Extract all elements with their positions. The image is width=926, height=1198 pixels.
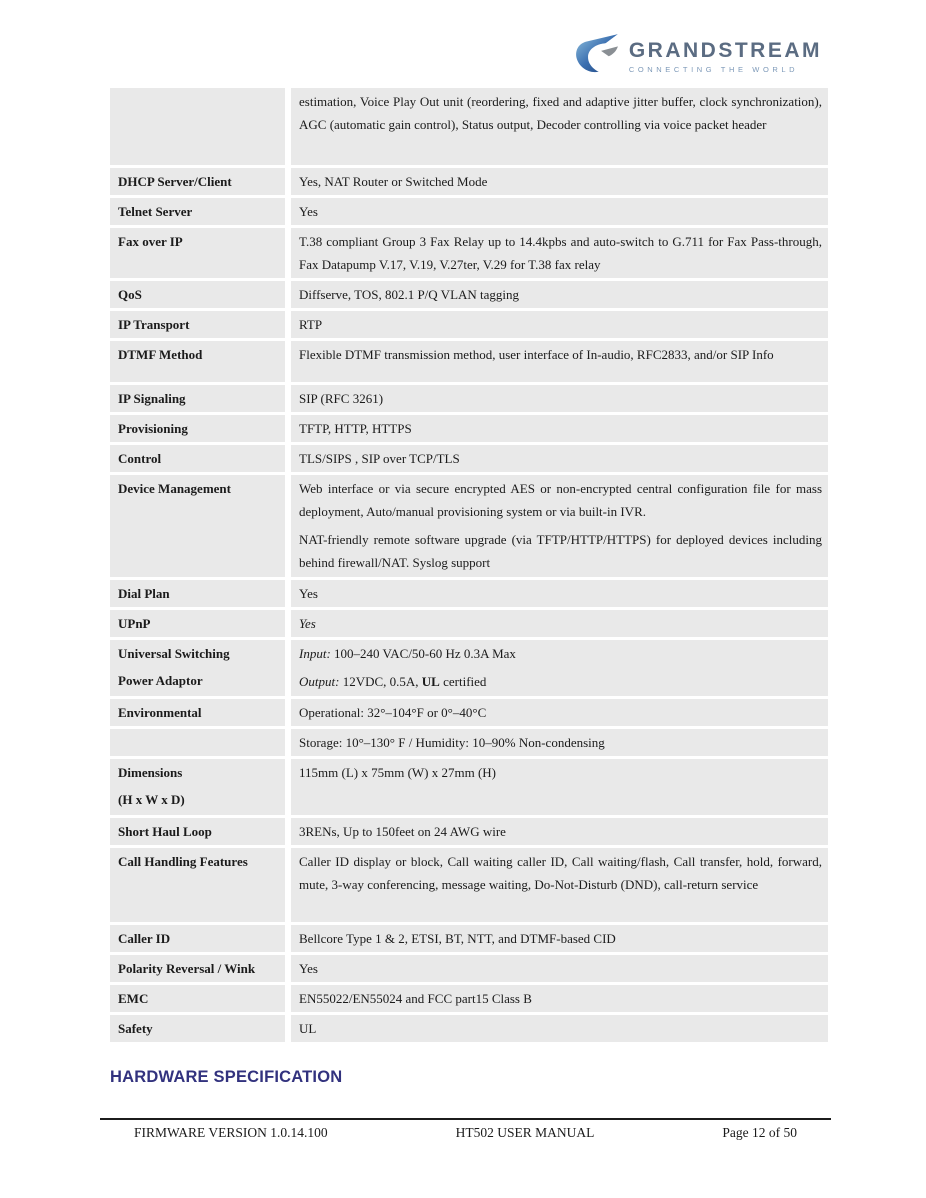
page-footer	[100, 1118, 831, 1141]
spec-value	[291, 699, 828, 726]
spec-value-paragraph: EN55022/EN55024 and FCC part15 Class B	[299, 991, 532, 1006]
spec-table	[110, 88, 828, 1042]
grandstream-brand: GRANDSTREAM	[628, 38, 822, 62]
spec-value-paragraph: Yes	[299, 586, 318, 601]
spec-value-paragraph: Flexible DTMF transmission method, user interface of In-audio, RFC2833, and/or SIP Info	[299, 347, 774, 362]
spec-label	[110, 281, 285, 308]
spec-label-line: DHCP Server/Client	[118, 174, 232, 189]
spec-label	[110, 341, 285, 382]
spec-value	[291, 168, 828, 195]
spec-value-paragraph: Bellcore Type 1 & 2, ETSI, BT, NTT, and DTMF-based CID	[299, 931, 616, 946]
spec-label	[110, 198, 285, 225]
spec-label	[110, 168, 285, 195]
spec-label	[110, 385, 285, 412]
spec-value-paragraph: Yes	[299, 616, 316, 631]
spec-value	[291, 610, 828, 637]
spec-value	[291, 198, 828, 225]
spec-value-paragraph: Web interface or via secure encrypted AES or non-encrypted central configuration file for mass deployment, Auto/manual provisioning system or via built-in IVR.	[299, 481, 822, 519]
spec-label-line: QoS	[118, 287, 142, 302]
spec-label	[110, 1015, 285, 1042]
spec-row	[110, 311, 828, 338]
grandstream-logo	[575, 32, 822, 81]
spec-label-line: IP Signaling	[118, 391, 186, 406]
spec-row	[110, 341, 828, 382]
spec-label-line: Dial Plan	[118, 586, 170, 601]
spec-value	[291, 640, 828, 696]
spec-value-paragraph: UL	[299, 1021, 317, 1036]
spec-label-line: Device Management	[118, 481, 231, 496]
spec-value-paragraph: 115mm (L) x 75mm (W) x 27mm (H)	[299, 765, 497, 780]
spec-row	[110, 228, 828, 278]
spec-value-paragraph: Yes	[299, 204, 318, 219]
spec-value	[291, 925, 828, 952]
spec-label	[110, 415, 285, 442]
spec-label-line: DTMF Method	[118, 347, 203, 362]
spec-row	[110, 759, 828, 815]
spec-row	[110, 955, 828, 982]
spec-value-paragraph: Caller ID display or block, Call waiting caller ID, Call waiting/flash, Call transfer, hold, forward, mute, 3-way conferencing, message waiting, Do-Not-Disturb (DND), call-return service	[299, 854, 822, 892]
spec-value-paragraph: Yes, NAT Router or Switched Mode	[299, 174, 488, 189]
spec-label	[110, 475, 285, 577]
spec-value	[291, 985, 828, 1012]
spec-row	[110, 385, 828, 412]
spec-row	[110, 475, 828, 577]
spec-value-paragraph: NAT-friendly remote software upgrade (via TFTP/HTTP/HTTPS) for deployed devices including behind firewall/NAT. Syslog support	[299, 532, 822, 570]
spec-label-line: Short Haul Loop	[118, 824, 212, 839]
spec-label	[110, 445, 285, 472]
footer-page-number: Page 12 of 50	[722, 1125, 797, 1140]
spec-row	[110, 610, 828, 637]
spec-value-paragraph: RTP	[299, 317, 323, 332]
spec-row	[110, 415, 828, 442]
spec-label	[110, 88, 285, 165]
spec-value-paragraph: Output: 12VDC, 0.5A, UL certified	[299, 674, 487, 689]
spec-value	[291, 1015, 828, 1042]
spec-row	[110, 168, 828, 195]
spec-value	[291, 415, 828, 442]
spec-row	[110, 281, 828, 308]
spec-label-line: IP Transport	[118, 317, 190, 332]
spec-value	[291, 818, 828, 845]
spec-row	[110, 1015, 828, 1042]
grandstream-tagline: CONNECTING THE WORLD	[628, 65, 799, 75]
spec-value-paragraph: TFTP, HTTP, HTTPS	[299, 421, 412, 436]
spec-label	[110, 985, 285, 1012]
spec-value	[291, 580, 828, 607]
spec-label	[110, 729, 285, 756]
spec-label	[110, 640, 285, 696]
spec-value	[291, 341, 828, 382]
spec-row	[110, 729, 828, 756]
spec-value-paragraph: Diffserve, TOS, 802.1 P/Q VLAN tagging	[299, 287, 520, 302]
spec-row	[110, 818, 828, 845]
spec-row	[110, 699, 828, 726]
spec-label	[110, 925, 285, 952]
spec-value-paragraph: Operational: 32°–104°F or 0°–40°C	[299, 705, 487, 720]
spec-value	[291, 445, 828, 472]
spec-value-paragraph: Yes	[299, 961, 318, 976]
spec-label-line: Provisioning	[118, 421, 188, 436]
spec-label-line: Dimensions	[118, 765, 183, 780]
spec-label-line: Universal Switching	[118, 646, 230, 661]
spec-label-line: Polarity Reversal / Wink	[118, 961, 256, 976]
spec-row	[110, 88, 828, 165]
spec-value	[291, 848, 828, 922]
spec-label-line: (H x W x D)	[118, 792, 185, 807]
grandstream-logo-text	[629, 39, 822, 74]
spec-label-line: Caller ID	[118, 931, 171, 946]
spec-label	[110, 610, 285, 637]
spec-value	[291, 228, 828, 278]
spec-label-line: Control	[118, 451, 162, 466]
spec-value	[291, 88, 828, 165]
spec-value-paragraph: T.38 compliant Group 3 Fax Relay up to 14.4kpbs and auto-switch to G.711 for Fax Pass-through, Fax Datapump V.17, V.19, V.27ter, V.29 for T.38 fax relay	[299, 234, 822, 272]
spec-label	[110, 955, 285, 982]
spec-row	[110, 198, 828, 225]
spec-value	[291, 385, 828, 412]
spec-label-line: Call Handling Features	[118, 854, 248, 869]
spec-row	[110, 925, 828, 952]
spec-label-line: Power Adaptor	[118, 673, 203, 688]
spec-row	[110, 985, 828, 1012]
spec-label-line: UPnP	[118, 616, 151, 631]
spec-label-line: Fax over IP	[118, 234, 183, 249]
spec-label-line: Safety	[118, 1021, 153, 1036]
spec-value	[291, 475, 828, 577]
spec-label	[110, 759, 285, 815]
spec-row	[110, 848, 828, 922]
spec-value-paragraph: Storage: 10°–130° F / Humidity: 10–90% Non-condensing	[299, 735, 605, 750]
spec-label	[110, 699, 285, 726]
footer-manual-title: HT502 USER MANUAL	[455, 1125, 595, 1140]
spec-value	[291, 729, 828, 756]
spec-value-paragraph: SIP (RFC 3261)	[299, 391, 384, 406]
spec-value-paragraph: 3RENs, Up to 150feet on 24 AWG wire	[299, 824, 506, 839]
spec-label	[110, 228, 285, 278]
spec-value	[291, 955, 828, 982]
spec-value-paragraph: estimation, Voice Play Out unit (reordering, fixed and adaptive jitter buffer, clock synchronization), AGC (automatic gain control), Status output, Decoder controlling via voice packet header	[299, 94, 822, 132]
spec-value	[291, 281, 828, 308]
footer-firmware-version: FIRMWARE VERSION 1.0.14.100	[134, 1125, 328, 1140]
spec-label	[110, 848, 285, 922]
spec-value	[291, 311, 828, 338]
spec-label	[110, 580, 285, 607]
grandstream-logo-icon	[575, 32, 621, 81]
spec-label-line: EMC	[118, 991, 149, 1006]
spec-label-line: Telnet Server	[118, 204, 193, 219]
spec-row	[110, 580, 828, 607]
spec-row	[110, 445, 828, 472]
spec-label-line: Environmental	[118, 705, 202, 720]
hardware-specification-heading: HARDWARE SPECIFICATION	[110, 1068, 343, 1086]
spec-value-paragraph: TLS/SIPS , SIP over TCP/TLS	[299, 451, 460, 466]
spec-label	[110, 311, 285, 338]
spec-label	[110, 818, 285, 845]
spec-value	[291, 759, 828, 815]
spec-row	[110, 640, 828, 696]
spec-value-paragraph: Input: 100–240 VAC/50-60 Hz 0.3A Max	[299, 646, 516, 661]
